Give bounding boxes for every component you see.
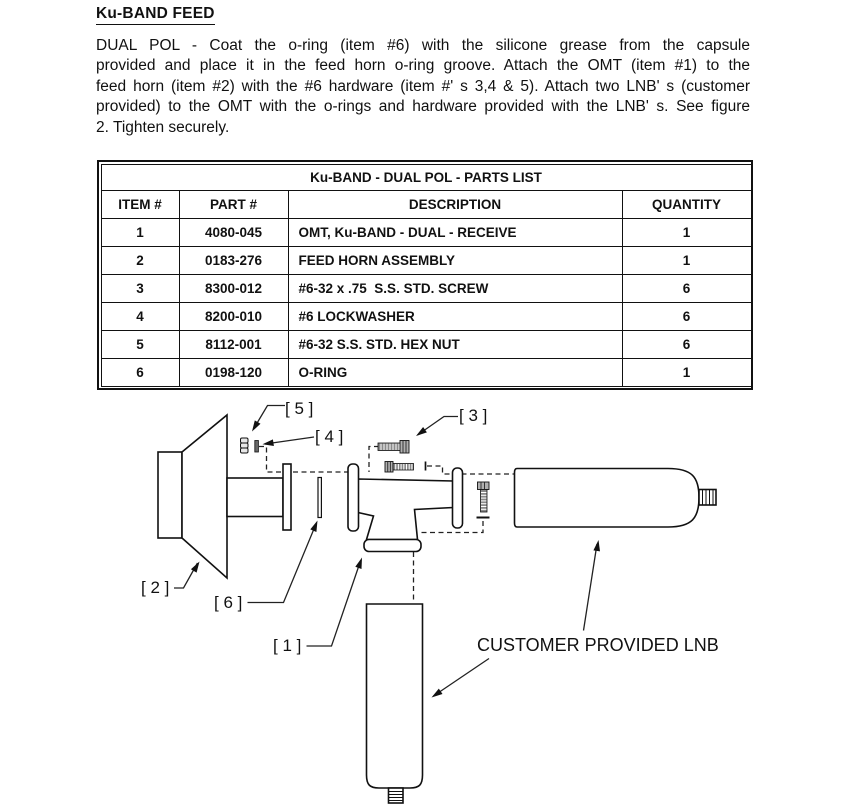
paragraph-line: 2. Tighten securely.	[96, 118, 230, 136]
feed-horn	[158, 415, 291, 578]
table-row	[101, 358, 751, 386]
page-title: Ku-BAND FEED	[96, 5, 215, 25]
cell-item: 5	[101, 330, 179, 358]
cell-quantity: 1	[622, 246, 751, 274]
cell-item: 6	[101, 358, 179, 386]
cell-quantity: 6	[622, 302, 751, 330]
cell-item: 1	[101, 218, 179, 246]
cell-quantity: 1	[622, 358, 751, 386]
cell-quantity: 1	[622, 218, 751, 246]
table-row	[101, 218, 751, 246]
cell-item: 3	[101, 274, 179, 302]
cell-description: FEED HORN ASSEMBLY	[288, 246, 622, 274]
cell-description: #6 LOCKWASHER	[288, 302, 622, 330]
col-header-part: PART #	[179, 190, 288, 218]
o-ring	[318, 478, 321, 518]
col-header-quantity: QUANTITY	[622, 190, 751, 218]
cell-description: OMT, Ku-BAND - DUAL - RECEIVE	[288, 218, 622, 246]
screw-top	[378, 441, 409, 454]
hex-nut	[241, 438, 249, 453]
callout-1: [ 1 ]	[273, 636, 302, 655]
table-row	[101, 330, 751, 358]
cell-description: #6-32 x .75 S.S. STD. SCREW	[288, 274, 622, 302]
callout-5: [ 5 ]	[285, 399, 314, 418]
paragraph-line: DUAL POL - Coat the o-ring (item #6) with the silicone grease from the capsule	[96, 37, 750, 54]
cell-description: #6-32 S.S. STD. HEX NUT	[288, 330, 622, 358]
table-header-row	[101, 190, 751, 218]
table-row	[101, 246, 751, 274]
cell-part: 0198-120	[179, 358, 288, 386]
callout-3: [ 3 ]	[459, 406, 488, 425]
callout-6: [ 6 ]	[214, 593, 243, 612]
cell-part: 8300-012	[179, 274, 288, 302]
lnb-vertical	[367, 604, 423, 803]
col-header-description: DESCRIPTION	[288, 190, 622, 218]
table-title-row	[101, 164, 751, 190]
cell-description: O-RING	[288, 358, 622, 386]
screw-middle	[385, 462, 414, 473]
cell-quantity: 6	[622, 274, 751, 302]
table-row	[101, 274, 751, 302]
lockwasher	[255, 441, 259, 453]
callout-2: [ 2 ]	[141, 578, 170, 597]
paragraph-line: provided and place it in the feed horn o-ring groove. Attach the OMT (item #1) to the	[96, 57, 750, 75]
table-title: Ku-BAND - DUAL POL - PARTS LIST	[101, 164, 751, 190]
instructions-paragraph	[96, 36, 750, 138]
screw-right	[478, 482, 490, 512]
callout-4: [ 4 ]	[315, 427, 344, 446]
cell-item: 2	[101, 246, 179, 274]
customer-lnb-label: CUSTOMER PROVIDED LNB	[477, 635, 719, 655]
table-row	[101, 302, 751, 330]
cell-part: 0183-276	[179, 246, 288, 274]
cell-item: 4	[101, 302, 179, 330]
parts-list-table	[97, 160, 753, 390]
cell-quantity: 6	[622, 330, 751, 358]
col-header-item: ITEM #	[101, 190, 179, 218]
assembly-diagram	[0, 390, 844, 812]
paragraph-line: feed horn (item #2) with the #6 hardware (item #' s 3,4 & 5). Attach two LNB' s (customer	[96, 77, 750, 95]
paragraph-line: provided) to the OMT with the o-rings and hardware provided with the LNB' s. See figure	[96, 98, 750, 116]
cell-part: 4080-045	[179, 218, 288, 246]
omt-body	[348, 464, 463, 552]
cell-part: 8112-001	[179, 330, 288, 358]
cell-part: 8200-010	[179, 302, 288, 330]
lnb-horizontal	[515, 469, 717, 528]
